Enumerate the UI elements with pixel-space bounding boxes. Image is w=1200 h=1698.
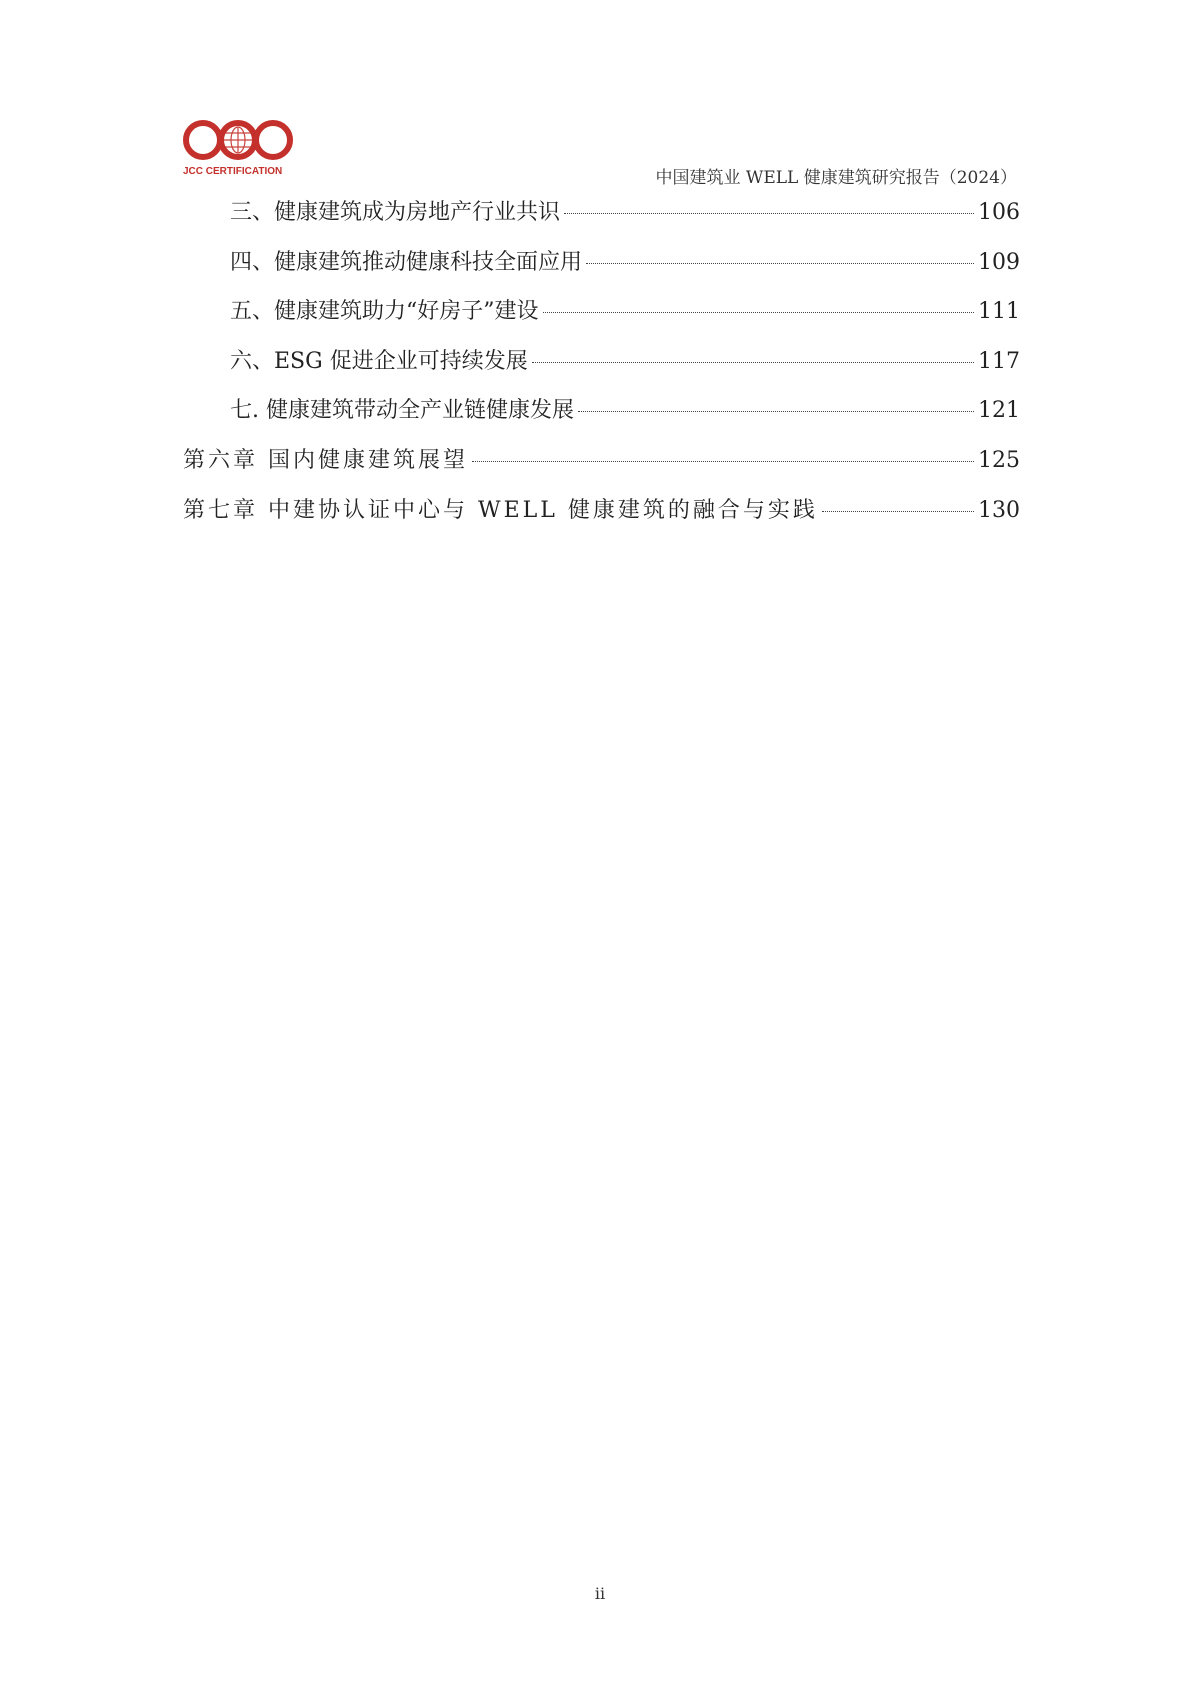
table-of-contents [183,195,1020,542]
running-header-title: 中国建筑业 WELL 健康建筑研究报告（2024） [655,168,1017,188]
toc-entry-page-number: 125 [978,447,1020,473]
toc-entry-page-number: 109 [978,249,1020,275]
toc-entry-label: 七. 健康建筑带动全产业链健康发展 [230,398,574,424]
toc-entry-chapter[interactable] [183,493,1020,543]
toc-entry-page-number: 121 [978,398,1020,424]
toc-dot-leader [586,263,974,264]
toc-entry-section[interactable] [183,344,1020,394]
toc-entry-label: 五、健康建筑助力“好房子”建设 [230,299,539,325]
jcc-certification-logo [183,116,293,180]
toc-entry-label: 第七章 中建协认证中心与 WELL 健康建筑的融合与实践 [183,497,818,523]
toc-entry-section[interactable] [183,294,1020,344]
toc-dot-leader [822,511,974,512]
toc-entry-page-number: 106 [978,200,1020,225]
toc-entry-section[interactable] [183,245,1020,295]
toc-entry-page-number: 111 [978,299,1020,325]
toc-entry-section[interactable] [183,195,1020,245]
toc-entry-page-number: 117 [978,348,1020,374]
toc-entry-label: 第六章 国内健康建筑展望 [183,447,468,473]
toc-entry-label: 三、健康建筑成为房地产行业共识 [230,200,561,225]
toc-entry-label: 六、ESG 促进企业可持续发展 [230,348,528,374]
toc-entry-chapter[interactable] [183,443,1020,493]
toc-dot-leader [543,312,975,313]
toc-entry-section[interactable] [183,393,1020,443]
toc-entry-page-number: 130 [978,497,1020,523]
three-rings-logo-icon [183,116,293,164]
toc-dot-leader [578,411,974,412]
page-number: ii [594,1584,606,1603]
toc-dot-leader [472,461,974,462]
toc-entry-label: 四、健康建筑推动健康科技全面应用 [230,249,583,275]
logo-wordmark: JCC CERTIFICATION [183,166,283,177]
toc-dot-leader [564,213,974,214]
toc-dot-leader [532,362,974,363]
